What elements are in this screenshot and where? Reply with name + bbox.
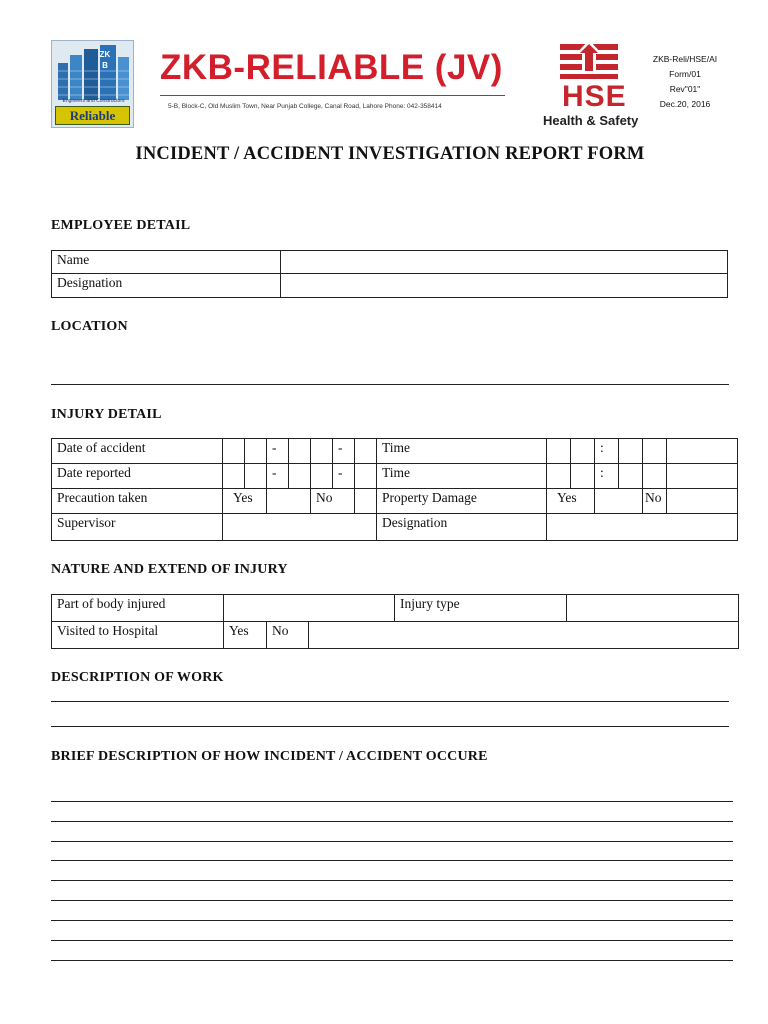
brief-description-line[interactable]: [51, 940, 733, 941]
injury-detail-heading: INJURY DETAIL: [51, 407, 162, 422]
injury-type-label: Injury type: [395, 595, 567, 622]
date-digit-cell[interactable]: [223, 464, 245, 489]
time-digit-cell[interactable]: [643, 464, 667, 489]
brief-description-line[interactable]: [51, 900, 733, 901]
date-digit-cell[interactable]: [289, 464, 311, 489]
time-label: Time: [377, 464, 547, 489]
designation-label: Designation: [52, 274, 281, 298]
time-digit-cell[interactable]: [619, 464, 643, 489]
hospital-no-option[interactable]: No: [267, 622, 309, 649]
property-no-label: No: [643, 489, 667, 514]
logo-plate: Reliable: [55, 106, 130, 125]
time-digit-cell[interactable]: [571, 464, 595, 489]
doc-ref-code: ZKB-Reli/HSE/AI: [652, 54, 718, 64]
building-icon: [56, 45, 131, 100]
body-part-label: Part of body injured: [52, 595, 224, 622]
work-description-line[interactable]: [51, 726, 729, 727]
location-field[interactable]: [51, 384, 729, 385]
brief-description-line[interactable]: [51, 860, 733, 861]
time-label: Time: [377, 439, 547, 464]
nature-of-injury-heading: NATURE AND EXTEND OF INJURY: [51, 562, 288, 577]
precaution-taken-label: Precaution taken: [52, 489, 223, 514]
time-digit-cell[interactable]: [571, 439, 595, 464]
date-digit-cell[interactable]: [245, 439, 267, 464]
time-digit-cell[interactable]: [619, 439, 643, 464]
date-digit-cell[interactable]: [223, 439, 245, 464]
date-digit-cell[interactable]: [311, 464, 333, 489]
description-of-work-heading: DESCRIPTION OF WORK: [51, 670, 224, 685]
precaution-yes-box[interactable]: [267, 489, 311, 514]
form-title: INCIDENT / ACCIDENT INVESTIGATION REPORT FORM: [135, 144, 645, 164]
time-separator: :: [595, 464, 619, 489]
doc-ref-date: Dec.20, 2016: [659, 99, 711, 109]
time-digit-cell[interactable]: [547, 464, 571, 489]
precaution-yes-label: Yes: [223, 489, 267, 514]
doc-ref-form: Form/01: [669, 69, 701, 79]
supervisor-designation-label: Designation: [377, 514, 547, 541]
hse-subtitle: Health & Safety: [543, 113, 639, 128]
company-divider: [160, 95, 505, 96]
company-address: 5-B, Block-C, Old Muslim Town, Near Punjab College, Canal Road, Lahore Phone: 042-358414: [168, 103, 442, 110]
brief-description-line[interactable]: [51, 841, 733, 842]
document-reference: [640, 52, 730, 112]
hse-logo-text: HSE: [562, 80, 627, 113]
name-label: Name: [52, 251, 281, 274]
date-separator: -: [267, 439, 289, 464]
brief-description-line[interactable]: [51, 880, 733, 881]
property-no-box[interactable]: [667, 489, 738, 514]
date-separator: -: [267, 464, 289, 489]
brief-description-line[interactable]: [51, 960, 733, 961]
brief-description-heading: BRIEF DESCRIPTION OF HOW INCIDENT / ACCIDENT OCCURE: [51, 749, 488, 764]
date-digit-cell[interactable]: [245, 464, 267, 489]
injury-type-field[interactable]: [567, 595, 739, 622]
company-name: ZKB-RELIABLE (JV): [160, 48, 503, 87]
supervisor-designation-field[interactable]: [547, 514, 738, 541]
brief-description-line[interactable]: [51, 801, 733, 802]
date-digit-cell[interactable]: [289, 439, 311, 464]
time-separator: :: [595, 439, 619, 464]
location-heading: LOCATION: [51, 319, 128, 334]
designation-field[interactable]: [281, 274, 728, 298]
doc-ref-revision: Rev"01": [669, 84, 701, 94]
logo-caption: Engineers and Constructors: [62, 98, 125, 104]
employee-detail-table: [51, 250, 728, 298]
property-damage-label: Property Damage: [377, 489, 547, 514]
date-separator: -: [333, 464, 355, 489]
employee-detail-heading: EMPLOYEE DETAIL: [51, 218, 191, 233]
brief-description-line[interactable]: [51, 920, 733, 921]
property-yes-label: Yes: [547, 489, 595, 514]
date-separator: -: [333, 439, 355, 464]
property-yes-box[interactable]: [595, 489, 643, 514]
time-digit-cell[interactable]: [547, 439, 571, 464]
hse-emblem-icon: [558, 40, 620, 80]
visited-hospital-label: Visited to Hospital: [52, 622, 224, 649]
date-digit-cell[interactable]: [355, 464, 377, 489]
supervisor-label: Supervisor: [52, 514, 223, 541]
time-digit-cell[interactable]: [667, 464, 738, 489]
work-description-line[interactable]: [51, 701, 729, 702]
date-digit-cell[interactable]: [311, 439, 333, 464]
hospital-details-field[interactable]: [309, 622, 739, 649]
precaution-no-box[interactable]: [355, 489, 377, 514]
hospital-yes-option[interactable]: Yes: [224, 622, 267, 649]
brief-description-line[interactable]: [51, 821, 733, 822]
date-digit-cell[interactable]: [355, 439, 377, 464]
supervisor-field[interactable]: [223, 514, 377, 541]
nature-of-injury-table: [51, 594, 739, 649]
date-reported-label: Date reported: [52, 464, 223, 489]
body-part-field[interactable]: [224, 595, 395, 622]
injury-detail-table: [51, 438, 738, 541]
name-field[interactable]: [281, 251, 728, 274]
precaution-no-label: No: [311, 489, 355, 514]
time-digit-cell[interactable]: [667, 439, 738, 464]
zkb-logo: [51, 40, 134, 128]
date-of-accident-label: Date of accident: [52, 439, 223, 464]
logo-letters: ZKB: [99, 50, 111, 70]
time-digit-cell[interactable]: [643, 439, 667, 464]
